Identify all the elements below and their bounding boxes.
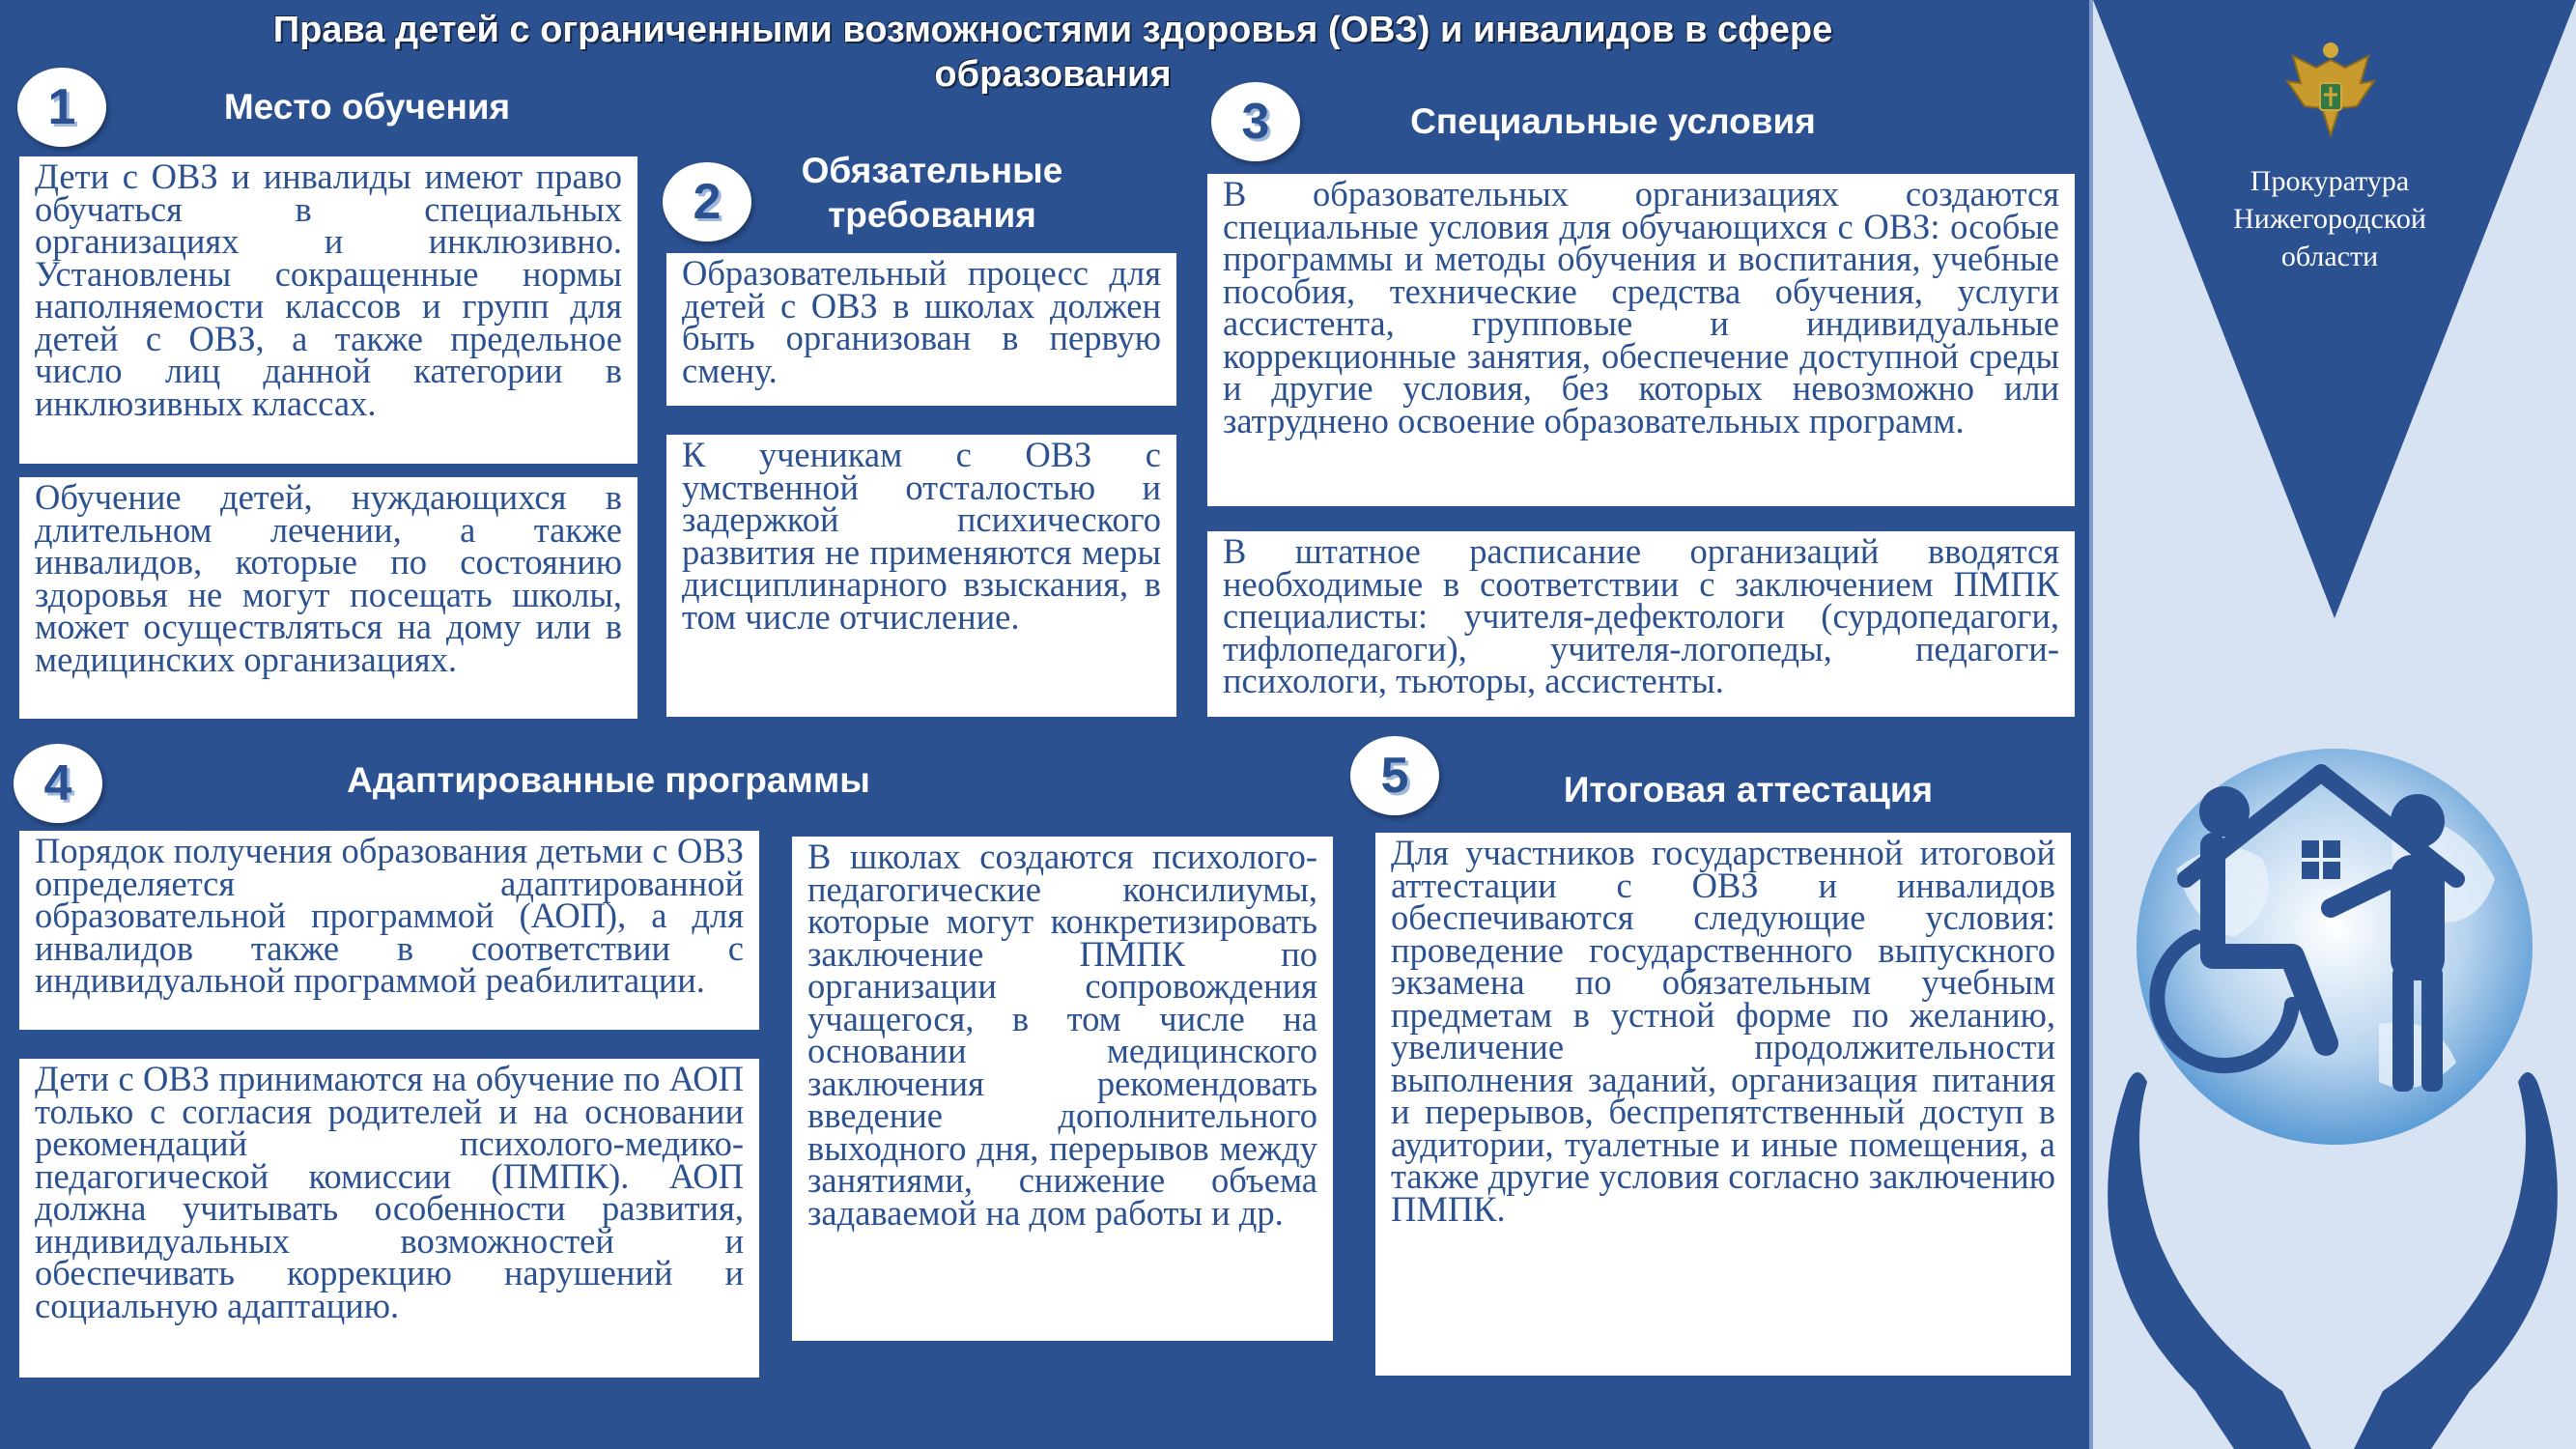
page-title-line-1: Права детей с ограниченными возможностями здоровья (ОВЗ) и инвалидов в сфере: [272, 10, 1833, 50]
page-title-line-2: образования: [934, 54, 1172, 95]
section-1-number: 1: [17, 68, 106, 147]
section-4-box-3: [792, 837, 1333, 1341]
section-4-text-3: В школах создаются психолого-педагогические консилиумы, которые могут конкретизировать заключение ПМПК по организации сопровождения учащегося, в том числе на основании медицинского заключения рекомендовать введение дополнительного выходного дня, перерывов между занятиями, снижение объема задаваемой на дом работы и др.: [807, 837, 1317, 1233]
organization-name: [2185, 162, 2475, 275]
section-2-text-2: К ученикам с ОВЗ с умственной отсталостью и задержкой психического развития не применяются меры дисциплинарного взыскания, в том числе отчисление.: [682, 435, 1161, 637]
section-5-text-1: Для участников государственной итоговой аттестации с ОВЗ и инвалидов обеспечиваются следующие условия: проведение государственного выпускного экзамена по обязательным учебным предметам в устной форме по желанию, увеличение продолжительности выполнения заданий, организация питания и перерывов, беспрепятственный доступ в аудитории, туалетные и иные помещения, а также другие условия согласно заключению ПМПК.: [1391, 833, 2055, 1229]
section-4-text-2: Дети с ОВЗ принимаются на обучение по АОП только с согласия родителей и на основании рекомендаций психолого-медико-педагогической комиссии (ПМПК). АОП должна учитывать особенности развития, индивидуальных возможностей и обеспечивать коррекцию нарушений и социальную адаптацию.: [35, 1059, 744, 1325]
eagle-emblem-icon: [2274, 39, 2388, 145]
section-5-title: Итоговая аттестация: [1563, 770, 1934, 810]
section-2-text-1: Образовательный процесс для детей с ОВЗ в школах должен быть организован в первую смену.: [682, 253, 1161, 390]
section-2-title-line-1: Обязательные: [801, 151, 1063, 190]
section-4-box-2: [19, 1059, 759, 1378]
organization-name-line-1: Прокуратура: [2250, 165, 2410, 197]
section-3-text-2: В штатное расписание организаций вводятся необходимые в соответствии с заключением ПМПК специалисты: учителя-дефектологи (сурдопедагоги, тифлопедагоги), учителя-логопеды, педагоги-психологи, тьюторы, ассистенты.: [1223, 531, 2059, 700]
section-2-number: 2: [663, 162, 751, 242]
section-1-text-2: Обучение детей, нуждающихся в длительном лечении, а также инвалидов, которые по состоянию здоровья не могут посещать школы, может осуществляться на дому или в медицинских организациях.: [35, 477, 622, 679]
section-4-text-1: Порядок получения образования детьми с ОВЗ определяется адаптированной образовательной программой (АОП), а для инвалидов также в соответствии с индивидуальной программой реабилитации.: [35, 831, 744, 1000]
section-5-box-1: [1375, 833, 2071, 1376]
section-5-number: 5: [1350, 736, 1439, 815]
section-3-text-1: В образовательных организациях создаются специальные условия для обучающихся с ОВЗ: особые программы и методы обучения и воспитания, учебные пособия, технические средства обучения, услуги ассистента, групповые и индивидуальные коррекционные занятия, обеспечение доступной среды и другие условия, без которых невозможно или затруднено освоение образовательных программ.: [1223, 174, 2059, 440]
section-1-box-2: [19, 477, 637, 719]
section-1-box-1: [19, 156, 637, 464]
section-4-title: Адаптированные программы: [347, 760, 870, 800]
organization-name-line-3: области: [2280, 241, 2379, 272]
page-title: [87, 8, 2019, 97]
section-3-box-2: [1207, 531, 2075, 717]
section-1-text-1: Дети с ОВЗ и инвалиды имеют право обучаться в специальных организациях и инклюзивно. Установлены сокращенные нормы наполняемости классов и групп для детей с ОВЗ, а также предельное число лиц данной категории в инклюзивных классах.: [35, 156, 622, 423]
organization-name-line-2: Нижегородской: [2233, 203, 2426, 235]
section-2-box-2: [666, 435, 1176, 717]
section-2-title: [763, 149, 1101, 238]
section-2-title-line-2: требования: [828, 195, 1036, 235]
section-1-title: Место обучения: [223, 87, 511, 127]
section-4-box-1: [19, 831, 759, 1030]
accessibility-hands-globe-icon: [2089, 715, 2576, 1449]
section-3-number: 3: [1211, 82, 1300, 161]
section-2-box-1: [666, 253, 1176, 406]
section-4-number: 4: [14, 744, 102, 823]
section-3-title: Специальные условия: [1410, 101, 1816, 141]
section-3-box-1: [1207, 174, 2075, 506]
